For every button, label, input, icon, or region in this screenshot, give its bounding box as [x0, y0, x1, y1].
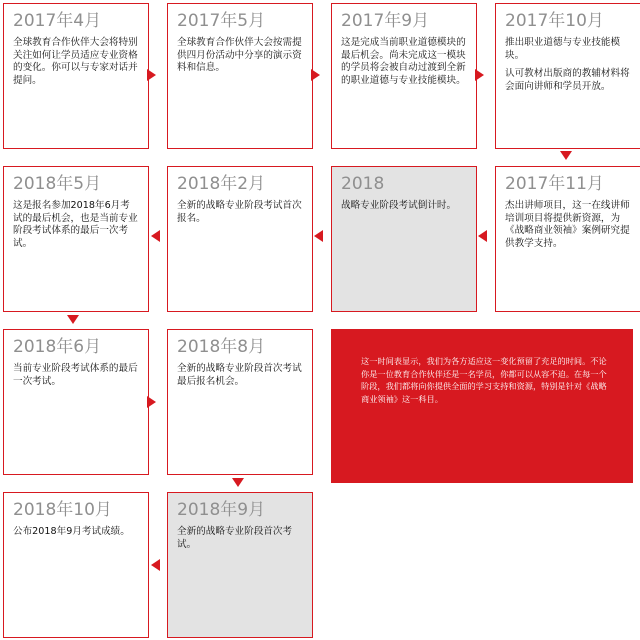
timeline-card	[167, 166, 313, 312]
timeline-card-date: 2017年5月	[177, 11, 266, 31]
timeline-card-date: 2018	[341, 174, 385, 194]
timeline-card-date: 2018年9月	[177, 500, 266, 520]
timeline-card-text	[505, 200, 631, 250]
timeline-card-paragraph: 杰出讲师项目，这一在线讲师培训项目将提供新资源，为《战略商业领袖》案例研究提供教学支持。	[505, 200, 630, 249]
timeline-card	[331, 166, 477, 312]
arrow-down-icon	[232, 478, 244, 487]
timeline-card-text	[177, 37, 303, 75]
timeline-card-text	[177, 200, 303, 225]
timeline-card-date: 2017年4月	[13, 11, 102, 31]
arrow-down-icon	[560, 151, 572, 160]
timeline-card-text	[341, 37, 467, 87]
timeline-card-text	[177, 526, 303, 551]
timeline-card-date: 2018年8月	[177, 337, 266, 357]
timeline-card	[331, 3, 477, 149]
arrow-left-icon	[478, 230, 487, 242]
timeline-card	[3, 329, 149, 475]
timeline-card-paragraph: 全新的战略专业阶段首次考试。	[177, 526, 293, 550]
timeline-note-box	[331, 329, 633, 483]
timeline-card-paragraph: 这是报名参加2018年6月考试的最后机会，也是当前专业阶段考试体系的最后一次考试。	[13, 200, 138, 249]
timeline-card-text	[13, 526, 139, 539]
arrow-right-icon	[475, 69, 484, 81]
timeline-card-paragraph: 推出职业道德与专业技能模块。	[505, 37, 621, 61]
arrow-right-icon	[147, 396, 156, 408]
timeline-card	[3, 492, 149, 638]
timeline-card-paragraph: 全球教育合作伙伴大会按需提供四月份活动中分享的演示资料和信息。	[177, 37, 302, 73]
timeline-card-text	[341, 200, 467, 213]
arrow-left-icon	[151, 230, 160, 242]
timeline-card	[3, 3, 149, 149]
arrow-left-icon	[151, 559, 160, 571]
timeline-card	[167, 329, 313, 475]
timeline-card-paragraph: 全球教育合作伙伴大会将特别关注如何让学员适应专业资格的变化。你可以与专家对话并提问。	[13, 37, 138, 86]
timeline-card	[167, 492, 313, 638]
timeline-card-date: 2017年10月	[505, 11, 604, 31]
timeline-card-date: 2018年10月	[13, 500, 112, 520]
timeline-card-text	[13, 37, 139, 87]
timeline-card-paragraph: 战略专业阶段考试倒计时。	[341, 200, 457, 211]
arrow-right-icon	[311, 69, 320, 81]
arrow-left-icon	[314, 230, 323, 242]
timeline-card	[495, 3, 640, 149]
timeline-card-date: 2018年5月	[13, 174, 102, 194]
timeline-card-paragraph: 全新的战略专业阶段首次考试最后报名机会。	[177, 363, 302, 387]
timeline-card-text	[13, 363, 139, 388]
timeline-note-text: 这一时间表显示，我们为各方适应这一变化预留了充足的时间。不论你是一位教育合作伙伴还是一名学员，你都可以从容不迫。在每一个阶段，我们都将向你提供全面的学习支持和资源，特别是针对《战略商业领袖》这一科目。	[361, 356, 607, 404]
arrow-right-icon	[147, 69, 156, 81]
timeline-card-paragraph: 这是完成当前职业道德模块的最后机会。尚未完成这一模块的学员将会被自动过渡到全新的职业道德与专业技能模块。	[341, 37, 466, 86]
timeline-card-paragraph: 公布2018年9月考试成绩。	[13, 526, 130, 537]
timeline-card	[495, 166, 640, 312]
timeline-card-date: 2018年6月	[13, 337, 102, 357]
timeline-card-date: 2018年2月	[177, 174, 266, 194]
timeline-card-date: 2017年9月	[341, 11, 430, 31]
timeline-card-date: 2017年11月	[505, 174, 604, 194]
arrow-down-icon	[67, 315, 79, 324]
timeline-card	[3, 166, 149, 312]
timeline-card-text	[505, 37, 631, 93]
timeline-card-text	[177, 363, 303, 388]
timeline-card	[167, 3, 313, 149]
timeline-card-text	[13, 200, 139, 250]
timeline-card-paragraph: 认可教材出版商的教辅材料将会面向讲师和学员开放。	[505, 68, 630, 92]
timeline-card-paragraph: 当前专业阶段考试体系的最后一次考试。	[13, 363, 138, 387]
timeline-card-paragraph: 全新的战略专业阶段考试首次报名。	[177, 200, 302, 224]
